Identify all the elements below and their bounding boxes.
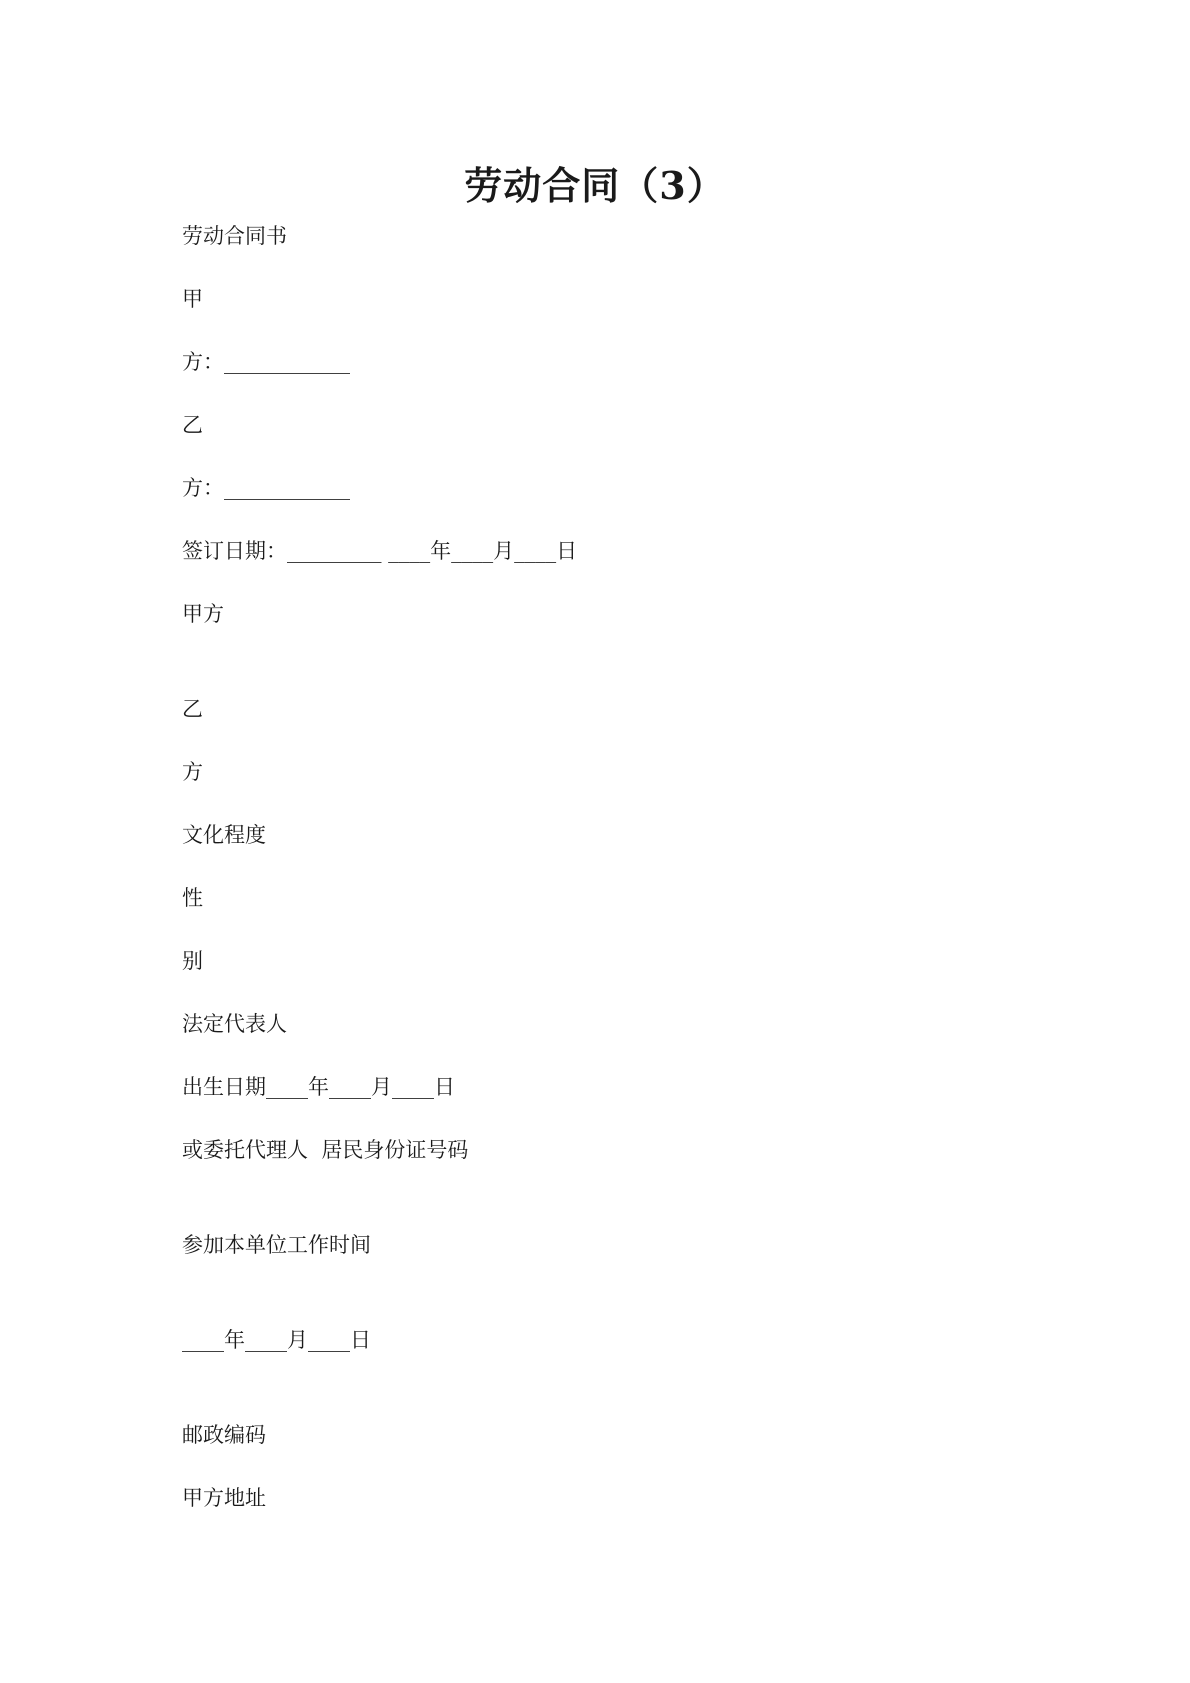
party-b-field: 方：____________ [182, 476, 350, 500]
agent-id-number-label: 或委托代理人 居民身份证号码 [182, 1138, 469, 1162]
party-a-label-1: 甲 [182, 287, 203, 311]
gender-label-1: 性 [182, 886, 203, 910]
work-start-time-label: 参加本单位工作时间 [182, 1233, 371, 1257]
document-title: 劳动合同（3） [464, 163, 726, 208]
contract-heading: 劳动合同书 [182, 224, 287, 248]
work-start-date-field: ____年____月____日 [182, 1328, 371, 1352]
party-b-label-1: 乙 [182, 413, 203, 437]
birth-date-field: 出生日期____年____月____日 [182, 1075, 455, 1099]
party-b-section-label-2: 方 [182, 760, 203, 784]
party-a-field: 方：____________ [182, 350, 350, 374]
signing-date-field: 签订日期：_________ ____年____月____日 [182, 539, 578, 563]
education-level-label: 文化程度 [182, 823, 266, 847]
legal-representative-label: 法定代表人 [182, 1012, 287, 1036]
party-b-section-label-1: 乙 [182, 697, 203, 721]
party-a-address-label: 甲方地址 [182, 1486, 266, 1510]
gender-label-2: 别 [182, 949, 203, 973]
party-a-section-label: 甲方 [182, 602, 224, 626]
postal-code-label: 邮政编码 [182, 1423, 266, 1447]
